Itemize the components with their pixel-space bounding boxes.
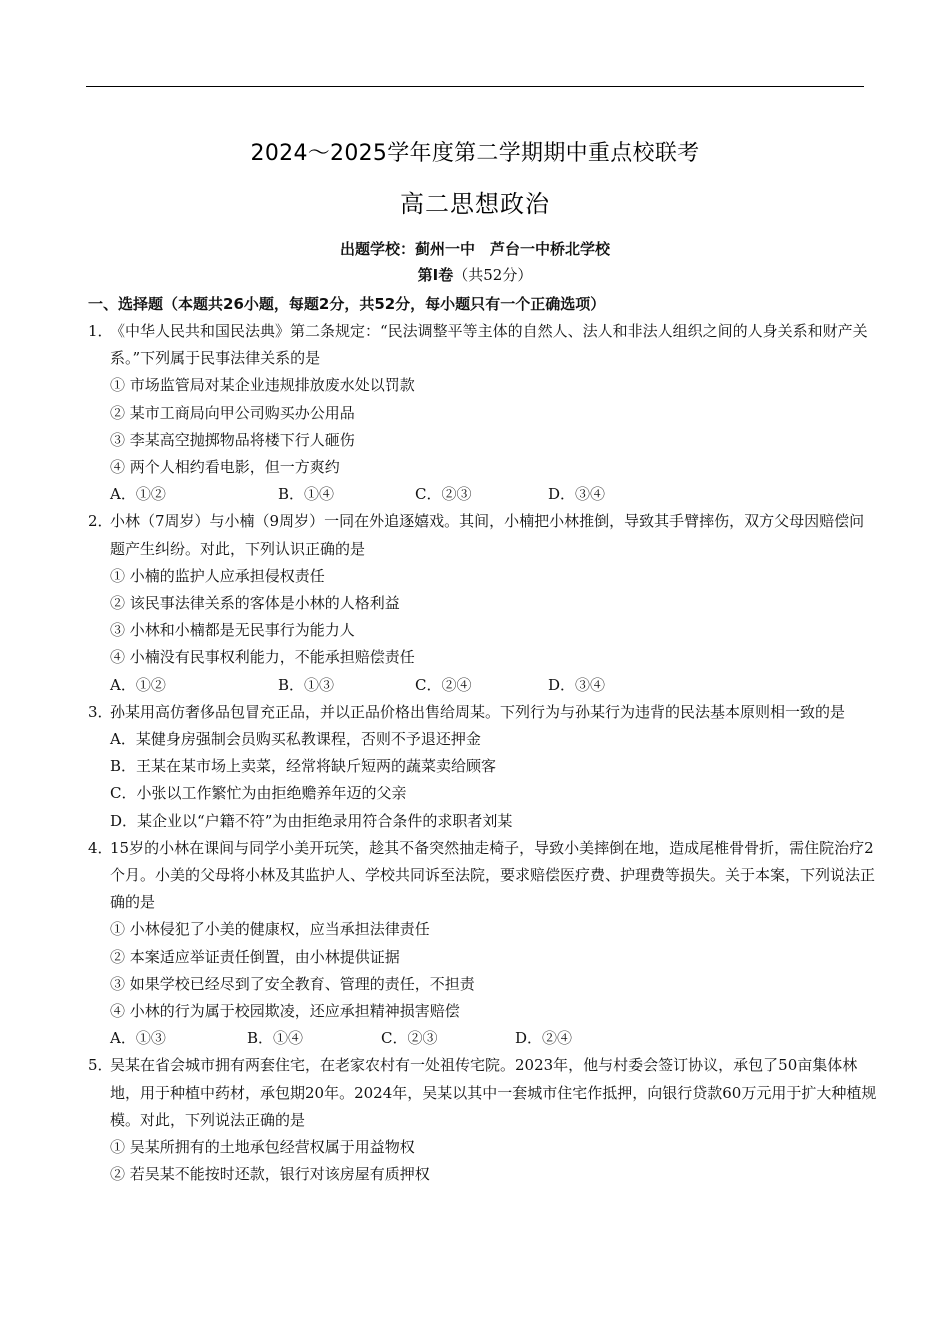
exam-title: 2024～2025学年度第二学期期中重点校联考 [250,141,700,166]
volume-note: （共52分） [453,266,533,284]
volume-label: 第Ⅰ卷 [417,266,454,284]
question-number: 2． [88,512,113,531]
question-option: ① 小林侵犯了小美的健康权，应当承担法律责任 [110,920,430,939]
answer-choice: B．①④ [247,1029,304,1048]
question-text: 吴某在省会城市拥有两套住宅，在老家农村有一处祖传宅院。2023年，他与村委会签订协议，承包了50亩集体林地，用于种植中药材，承包期20年。2024年，吴某以其中一套城市住宅作抵押，向银行贷款60万元用于扩大种植规模。对此，下列说法正确的是 [110,1056,877,1129]
answer-choice: D．③④ [548,675,606,694]
question-list [88,318,878,1189]
question-option: B．王某在某市场上卖菜，经常将缺斤短两的蔬菜卖给顾客 [110,757,497,776]
answer-choice: C．②③ [415,485,472,504]
question-option: ① 市场监管局对某企业违规排放废水处以罚款 [110,376,415,395]
question-5 [88,1052,878,1188]
question-stem [88,835,878,917]
subject-title: 高二思想政治 [400,190,550,218]
question-number: 5． [88,1056,113,1075]
answer-choice: C．②④ [415,675,472,694]
question-4 [88,835,878,1053]
answer-choice: A．①② [110,675,166,694]
question-stem [88,699,878,726]
question-2 [88,508,878,698]
answer-choice: A．①③ [110,1029,166,1048]
question-stem [88,318,878,372]
question-option: ② 该民事法律关系的客体是小林的人格利益 [110,594,400,613]
question-text: 15岁的小林在课间与同学小美开玩笑，趁其不备突然抽走椅子，导致小美摔倒在地，造成尾椎骨骨折，需住院治疗2个月。小美的父母将小林及其监护人、学校共同诉至法院，要求赔偿医疗费、护理费等损失。关于本案，下列说法正确的是 [110,838,876,912]
answer-choices [88,672,878,699]
question-1 [88,318,878,508]
question-stem [88,508,878,562]
question-option: C．小张以工作繁忙为由拒绝赡养年迈的父亲 [110,784,407,803]
answer-choice: D．③④ [548,485,606,504]
answer-choice: B．①③ [278,675,335,694]
question-number: 1． [88,322,113,340]
question-text: 《中华人民共和国民法典》第二条规定：“民法调整平等主体的自然人、法人和非法人组织之间的人身关系和财产关系。”下列属于民事法律关系的是 [110,322,868,368]
question-schools: 出题学校：蓟州一中 芦台一中桥北学校 [339,240,610,258]
header-rule [86,86,864,87]
question-3 [88,699,878,835]
question-option: ④ 两个人相约看电影，但一方爽约 [110,458,340,477]
question-option: D．某企业以“户籍不符”为由拒绝录用符合条件的求职者刘某 [110,811,513,830]
question-text: 小林（7周岁）与小楠（9周岁）一同在外追逐嬉戏。其间，小楠把小林推倒，导致其手臂摔伤，双方父母因赔偿问题产生纠纷。对此，下列认识正确的是 [110,512,865,558]
section-heading: 一、选择题（本题共26小题，每题2分，共52分，每小题只有一个正确选项） [88,295,606,313]
question-option: ① 吴某所拥有的土地承包经营权属于用益物权 [110,1138,415,1157]
question-option: ④ 小楠没有民事权利能力，不能承担赔偿责任 [110,648,415,667]
answer-choices [88,1025,878,1052]
question-option: ③ 如果学校已经尽到了安全教育、管理的责任，不担责 [110,974,475,993]
question-number: 4． [88,838,113,857]
answer-choices [88,481,878,508]
question-option: A．某健身房强制会员购买私教课程，否则不予退还押金 [110,730,481,749]
question-option: ③ 小林和小楠都是无民事行为能力人 [110,621,355,640]
question-option: ③ 李某高空抛掷物品将楼下行人砸伤 [110,430,355,449]
question-option: ① 小楠的监护人应承担侵权责任 [110,566,325,585]
answer-choice: B．①④ [278,485,335,504]
question-option: ② 某市工商局向甲公司购买办公用品 [110,403,355,422]
volume-heading [0,264,950,285]
question-number: 3． [88,702,113,721]
answer-choice: C．②③ [381,1029,438,1048]
answer-choice: A．①② [110,485,166,504]
question-text: 孙某用高仿奢侈品包冒充正品，并以正品价格出售给周某。下列行为与孙某行为违背的民法基本原则相一致的是 [110,702,846,721]
question-option: ④ 小林的行为属于校园欺凌，还应承担精神损害赔偿 [110,1002,460,1021]
question-option: ② 本案适应举证责任倒置，由小林提供证据 [110,947,400,966]
answer-choice: D．②④ [515,1029,573,1048]
question-option: ② 若吴某不能按时还款，银行对该房屋有质押权 [110,1165,430,1184]
question-stem [88,1052,878,1134]
